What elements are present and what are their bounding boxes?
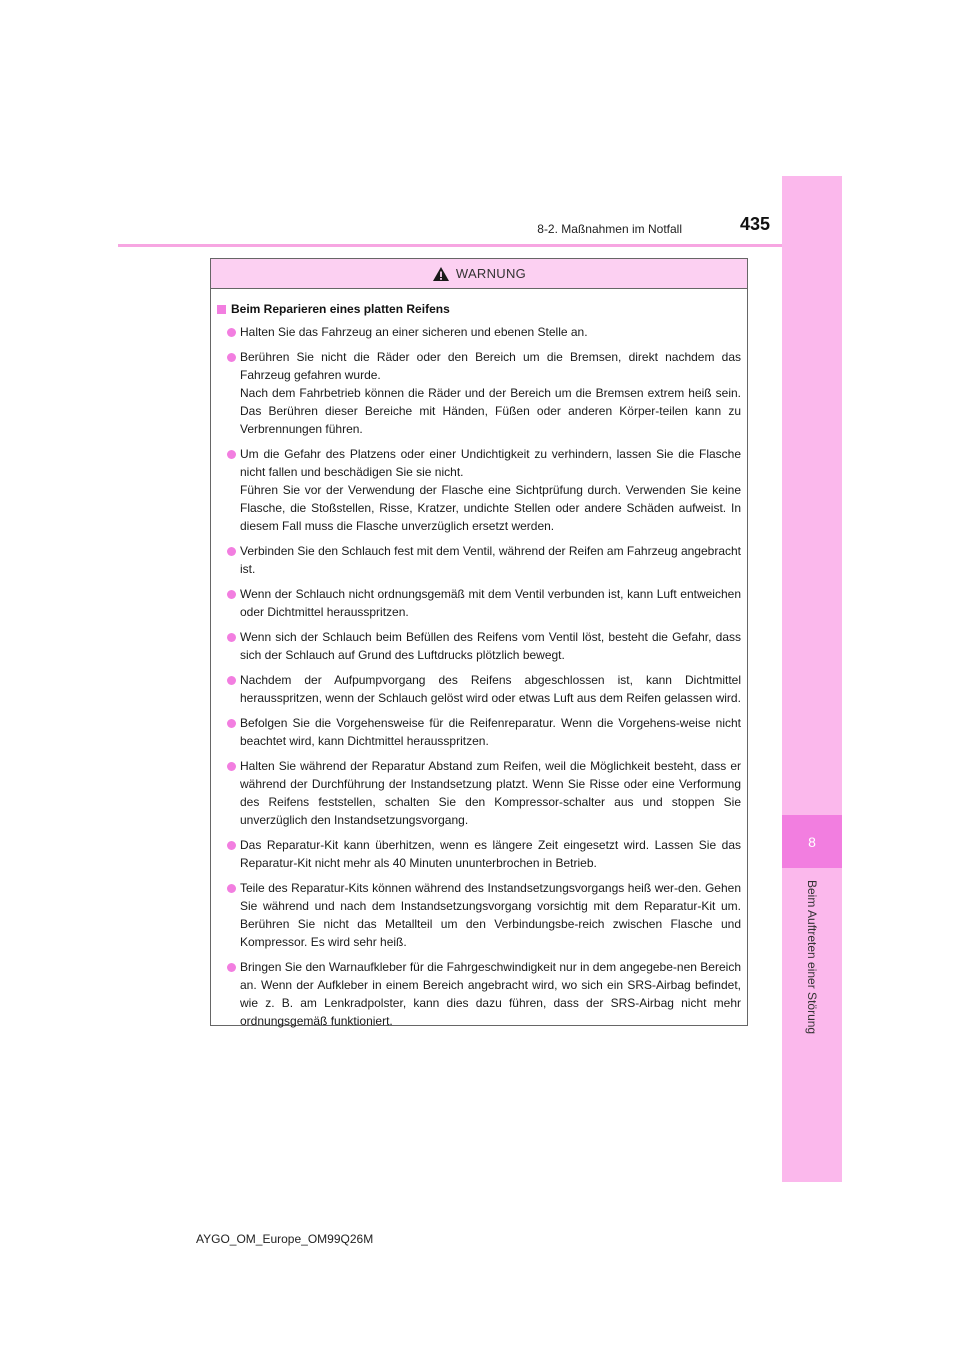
list-item: Halten Sie während der Reparatur Abstand zum Reifen, weil die Möglichkeit besteht, dass er während der Durchführung der Instandsetzung platzt. Wenn Sie Risse oder eine Verformung des Reifens feststellen, schalten Sie den Kompressor-schalter aus und stoppen Sie unverzüglich den Instandsetzungsvorgang. bbox=[217, 757, 741, 829]
bullet-dot-icon bbox=[227, 719, 236, 728]
list-item: Nachdem der Aufpumpvorgang des Reifens abgeschlossen ist, kann Dichtmittel herausspritzen, wenn der Schlauch gelöst wird oder etwas Luft aus dem Reifen gelassen wird. bbox=[217, 671, 741, 707]
bullet-dot-icon bbox=[227, 547, 236, 556]
list-item: Um die Gefahr des Platzens oder einer Undichtigkeit zu verhindern, lassen Sie die Flasche nicht fallen und beschädigen Sie sie nicht. Führen Sie vor der Verwendung der Flasche eine Sichtprüfung durch. Verwenden Sie keine Flasche, die Stoßstellen, Risse, Kratzer, undichte Stellen oder andere Schäden aufweist. In diesem Fall muss die Flasche unverzüglich ersetzt werden. bbox=[217, 445, 741, 535]
chapter-number-tab bbox=[782, 815, 842, 868]
bullet-dot-icon bbox=[227, 328, 236, 337]
warning-box bbox=[210, 258, 748, 1026]
chapter-title-tab bbox=[782, 868, 842, 1068]
square-bullet-icon bbox=[217, 305, 226, 314]
warning-subheading-text: Beim Reparieren eines platten Reifens bbox=[231, 302, 450, 316]
list-item: Das Reparatur-Kit kann überhitzen, wenn es längere Zeit eingesetzt wird. Lassen Sie das Reparatur-Kit nicht mehr als 40 Minuten ununterbrochen in Betrieb. bbox=[217, 836, 741, 872]
list-item: Wenn sich der Schlauch beim Befüllen des Reifens vom Ventil löst, besteht die Gefahr, dass sich der Schlauch auf Grund des Luftdrucks plötzlich bewegt. bbox=[217, 628, 741, 664]
bullet-dot-icon bbox=[227, 450, 236, 459]
list-item: Halten Sie das Fahrzeug an einer sicheren und ebenen Stelle an. bbox=[217, 323, 741, 341]
warning-subheading bbox=[217, 302, 741, 316]
bullet-dot-icon bbox=[227, 963, 236, 972]
bullet-dot-icon bbox=[227, 353, 236, 362]
chapter-number: 8 bbox=[808, 833, 816, 850]
warning-header bbox=[211, 259, 747, 289]
document-code: AYGO_OM_Europe_OM99Q26M bbox=[196, 1232, 374, 1246]
bullet-dot-icon bbox=[227, 841, 236, 850]
list-item: Teile des Reparatur-Kits können während des Instandsetzungsvorgangs heiß wer-den. Gehen Sie während und nach dem Instandsetzungsvorgang vorsichtig mit dem Reparatur-Kit um. Berühren Sie nicht das Metallteil um den Verbindungsbe-reich zwischen Flasche und Kompressor. Es wird sehr heiß. bbox=[217, 879, 741, 951]
bullet-dot-icon bbox=[227, 633, 236, 642]
list-item: Wenn der Schlauch nicht ordnungsgemäß mit dem Ventil verbunden ist, kann Luft entweichen oder Dichtmittel herausspritzen. bbox=[217, 585, 741, 621]
bullet-dot-icon bbox=[227, 590, 236, 599]
warning-title: WARNUNG bbox=[455, 266, 527, 281]
warning-triangle-icon bbox=[432, 266, 450, 282]
section-title: 8-2. Maßnahmen im Notfall bbox=[537, 222, 682, 236]
bullet-dot-icon bbox=[227, 762, 236, 771]
list-item: Befolgen Sie die Vorgehensweise für die Reifenreparatur. Wenn die Vorgehens-weise nicht beachtet wird, kann Dichtmittel herausspritzen. bbox=[217, 714, 741, 750]
header-divider bbox=[118, 244, 782, 247]
chapter-title: Beim Auftreten einer Störung bbox=[805, 880, 819, 1035]
list-item: Bringen Sie den Warnaufkleber für die Fahrgeschwindigkeit nur in dem angegebe-nen Bereich an. Wenn der Aufkleber in einem Bereich angebracht wird, wo sich ein SRS-Airbag befindet, wie z. B. am Lenkradpolster, kann dies dazu führen, dass der SRS-Airbag nicht mehr ordnungsgemäß funktioniert. bbox=[217, 958, 741, 1030]
bullet-dot-icon bbox=[227, 884, 236, 893]
list-item: Berühren Sie nicht die Räder oder den Bereich um die Bremsen, direkt nachdem das Fahrzeug gefahren wurde. Nach dem Fahrbetrieb können die Räder und der Bereich um die Bremsen extrem heiß sein. Das Berühren dieser Bereiche mit Händen, Füßen oder anderen Körper-teilen kann zu Verbrennungen führen. bbox=[217, 348, 741, 438]
warning-body bbox=[211, 289, 747, 1030]
bullet-dot-icon bbox=[227, 676, 236, 685]
page-number: 435 bbox=[739, 214, 770, 234]
list-item: Verbinden Sie den Schlauch fest mit dem Ventil, während der Reifen am Fahrzeug angebracht ist. bbox=[217, 542, 741, 578]
warning-list bbox=[217, 323, 741, 1030]
